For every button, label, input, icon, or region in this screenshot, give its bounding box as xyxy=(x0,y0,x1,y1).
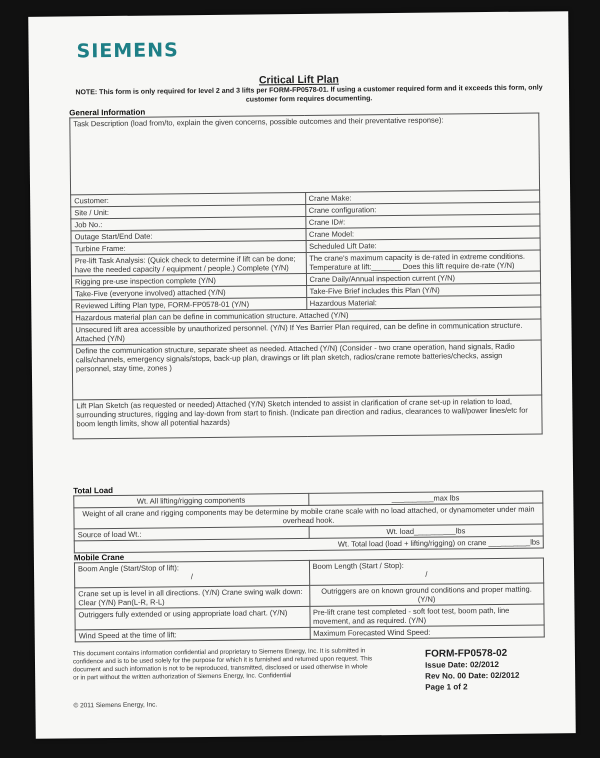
max-lbs-field: __________max lbs xyxy=(308,491,543,505)
mobile-crane-heading: Mobile Crane xyxy=(73,552,125,563)
task-description: Task Description (load from/to, explain the given concerns, possible outcomes and their preventative response): xyxy=(70,113,540,195)
prelift-test-field: Pre-lift crane test completed - soft foot test, boom path, line movement, and as required. (Y/N) xyxy=(309,604,544,627)
form-info xyxy=(425,648,520,693)
level-field: Crane set up is level in all directions. (Y/N) Crane swing walk down: Clear (Y/N) Pan(L-R, R-L) xyxy=(75,585,310,608)
wt-total-field: Wt. Total load (load + lifting/rigging) on crane __________lbs xyxy=(74,536,543,553)
form-note: NOTE: This form is only required for level 2 and 3 lifts per FORM-FP0578-01. If using a customer required form and it exceeds this form, only customer form requires documenting. xyxy=(75,84,543,104)
outriggers-ground-field: Outriggers are on known ground conditions and proper matting. (Y/N) xyxy=(309,583,544,606)
scheduled-field: Scheduled Lift Date: xyxy=(306,238,541,252)
job-field: Job No.: xyxy=(71,216,306,230)
reviewed-field: Reviewed Lifting Plan type, FORM-FP0578-01 (Y/N) xyxy=(72,297,307,311)
form-number: FORM-FP0578-02 xyxy=(424,647,508,660)
boom-length-field xyxy=(309,558,544,585)
page-title: Critical Lift Plan xyxy=(258,73,339,87)
turbine-field: Turbine Frame: xyxy=(71,240,306,254)
confidential-notice: This document contains information confidential and proprietary to Siemens Energy, Inc. It is submitted in confidence and is to be used solely for the purpose for which it is furnished and returned upon request. This document and such information is not to be reproduced, transmitted, disclosed or used otherwise in whole or in part without the written authorization of Siemens Energy, Inc. Confidential xyxy=(72,647,373,682)
prelift-field: Pre-lift Task Analysis: (Quick check to determine if lift can be done; have the needed capacity / equipment / people.) Complete (Y/N) xyxy=(71,252,306,275)
form-sheet xyxy=(28,11,576,739)
boom-length-slash: / xyxy=(425,569,428,579)
site-field: Site / Unit: xyxy=(71,204,306,218)
derate-field: The crane's maximum capacity is de-rated in extreme conditions. Temperature at lift:_______ Does this lift require de-rate (Y/N) xyxy=(306,250,541,273)
general-info-table xyxy=(69,113,542,440)
rigging-field: Rigging pre-use inspection complete (Y/N) xyxy=(71,273,306,287)
copyright: © 2011 Siemens Energy, Inc. xyxy=(73,701,158,710)
customer-field: Customer: xyxy=(71,192,306,206)
siemens-logo: SIEMENS xyxy=(76,39,179,63)
boom-angle-label: Boom Angle (Start/Stop of lift): xyxy=(77,563,179,574)
wt-load-field: Wt. load__________lbs xyxy=(309,524,544,538)
total-load-table xyxy=(73,490,544,553)
wt-rigging-field: Wt. All lifting/rigging components xyxy=(74,493,309,507)
crane-config-field: Crane configuration: xyxy=(305,202,540,216)
hazardous-field: Hazardous Material: xyxy=(306,295,541,309)
boom-angle-slash: / xyxy=(190,572,193,582)
annual-field: Crane Daily/Annual inspection current (Y/N) xyxy=(306,271,541,285)
crane-model-field: Crane Model: xyxy=(305,226,540,240)
takefive-brief-field: Take-Five Brief includes this Plan (Y/N) xyxy=(306,283,541,297)
boom-angle-field xyxy=(74,560,309,587)
hazplan-field: Hazardous material plan can be define in communication structure. Attached (Y/N) xyxy=(72,307,541,324)
crane-make-field: Crane Make: xyxy=(305,190,540,204)
general-heading: General Information xyxy=(69,107,146,118)
unsecured-field: Unsecured lift area accessible by unauthorized personnel. (Y/N) If Yes Barrier Plan required, can be define in communication structure. Attached (Y/N) xyxy=(72,319,541,345)
outage-field: Outage Start/End Date: xyxy=(71,228,306,242)
issue-date: Issue Date: 02/2012 xyxy=(424,659,499,670)
max-wind-field: Maximum Forecasted Wind Speed: xyxy=(310,625,545,639)
sketch-field: Lift Plan Sketch (as requested or needed) Attached (Y/N) Sketch intended to assist in clarification of crane set-up in relation to load, surrounding structures, rigging and lay-down from start to finish. (Indicate pan direction and radius, clearances to wall/power lines/etc for boom length limits, show all potential hazards) xyxy=(73,395,542,439)
page-number: Page 1 of 2 xyxy=(425,682,468,692)
outriggers-ext-field: Outriggers fully extended or using appropriate load chart. (Y/N) xyxy=(75,606,310,629)
total-load-heading: Total Load xyxy=(73,485,114,496)
takefive-field: Take-Five (everyone involved) attached (Y/N) xyxy=(72,285,307,299)
source-field: Source of load Wt.: xyxy=(74,526,309,540)
crane-id-field: Crane ID#: xyxy=(305,214,540,228)
weight-note: Weight of all crane and rigging components may be determine by mobile crane scale with no load attached, or dynamometer under main overhead hook. xyxy=(74,503,543,529)
wind-field: Wind Speed at the time of lift: xyxy=(75,627,310,641)
mobile-crane-table xyxy=(74,557,545,642)
boom-length-label: Boom Length (Start / Stop): xyxy=(312,560,404,571)
revision: Rev No. 00 Date: 02/2012 xyxy=(425,670,520,681)
communication-field: Define the communication structure, separate sheet as needed. Attached (Y/N) (Consider - two crane operation, hand signals, Radio calls/channels, emergency signals/stops, back-up plan, drawings or lift plan sketch, radios/crane remote batteries/checks, assign personnel, stay time, zones ) xyxy=(72,340,542,400)
